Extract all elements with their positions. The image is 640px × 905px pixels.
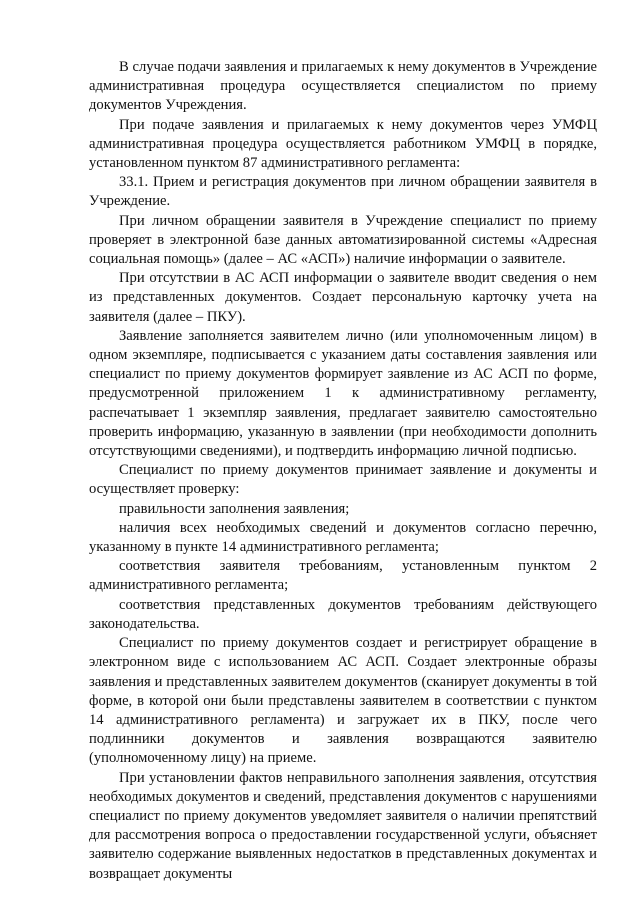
paragraph-4: При личном обращении заявителя в Учреждение специалист по приему проверяет в электронной базе данных автоматизированной системы «Адресная социальная помощь» (далее – АС «АСП») наличие информации о заявителе. [89,212,597,268]
list-item-3: соответствия заявителя требованиям, установленным пунктом 2 административного регламента; [89,558,597,594]
paragraph-1: В случае подачи заявления и прилагаемых к нему документов в Учреждение административная процедура осуществляется специалистом по приему документов Учреждения. [89,59,597,114]
paragraph-9: При установлении фактов неправильного заполнения заявления, отсутствия необходимых документов и сведений, представления документов с нарушениями специалист по приему документов уведомляет заявителя о наличии препятствий для рассмотрения вопроса о предоставлении государственной услуги, объясняет заявителю содержание выявленных недостатков в представленных документах и возвращает документы [89,769,597,882]
paragraph-8: Специалист по приему документов создает и регистрирует обращение в электронном виде с использованием АС АСП. Создает электронные образы заявления и представленных заявителем документов (сканирует документы в той форме, в которой они были представлены заявителем в соответствии с пунктом 14 административного регламента) и загружает их в ПКУ, после чего подлинники документов и заявления возвращаются заявителю (уполномоченному лицу) на приеме. [89,635,597,767]
paragraph-5: При отсутствии в АС АСП информации о заявителе вводит сведения о нем из представленных документов. Создает персональную карточку учета на заявителя (далее – ПКУ). [89,270,597,325]
list-item-2: наличия всех необходимых сведений и документов согласно перечню, указанному в пункте 14 административного регламента; [89,519,597,556]
paragraph-2: При подаче заявления и прилагаемых к нему документов через УМФЦ административная процедура осуществляется работником УМФЦ в порядке, установленном пунктом 87 административного регламента: [89,116,597,172]
list-item-1: правильности заполнения заявления; [119,500,350,517]
paragraph-6: Заявление заполняется заявителем лично (или уполномоченным лицом) в одном экземпляре, подписывается с указанием даты составления заявления или специалист по приему документов формирует заявление из АС АСП по форме, предусмотренной приложением 1 к административному регламенту, распечатывает 1 экземпляр заявления, предлагает заявителю самостоятельно проверить информацию, указанную в заявлении (при необходимости дополнить отсутствующими сведениями), и подтвердить информацию личной подписью. [89,327,597,460]
paragraph-7: Специалист по приему документов принимает заявление и документы и осуществляет проверку: [89,462,597,498]
document-page [89,58,597,884]
paragraph-3: 33.1. Прием и регистрация документов при личном обращении заявителя в Учреждение. [89,174,597,210]
list-item-4: соответствия представленных документов требованиям действующего законодательства. [89,596,597,632]
